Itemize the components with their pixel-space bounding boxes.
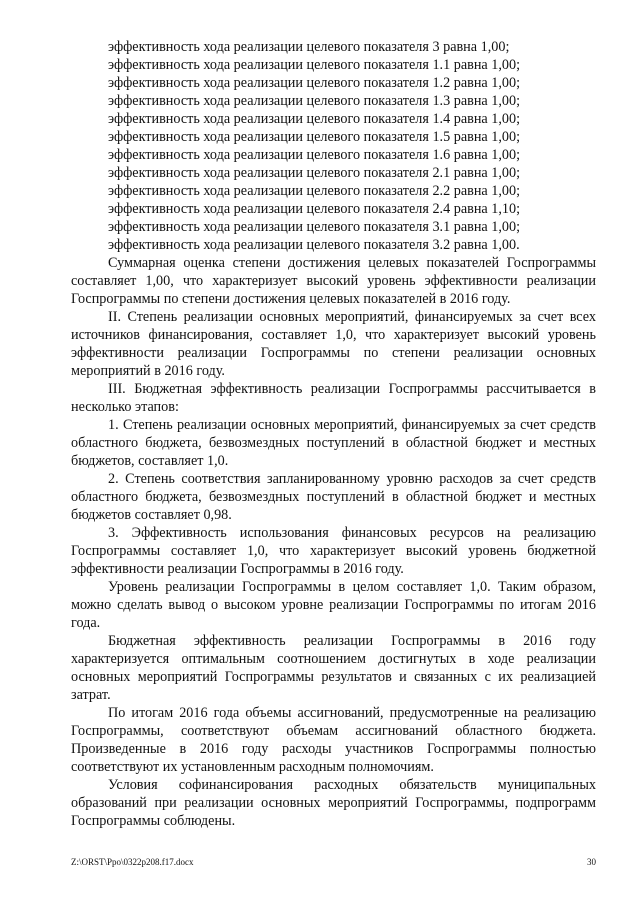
- document-body: [71, 38, 596, 830]
- list-item: эффективность хода реализации целевого показателя 2.2 равна 1,00;: [108, 183, 521, 199]
- paragraph-cofinancing: Условия софинансирования расходных обязательств муниципальных образований при реализации основных мероприятий Госпрограммы, подпрограмм Госпрограммы соблюдены.: [71, 777, 596, 829]
- list-item: эффективность хода реализации целевого показателя 3.1 равна 1,00;: [108, 219, 521, 235]
- list-item: эффективность хода реализации целевого показателя 1.4 равна 1,00;: [108, 111, 521, 127]
- page-number: 30: [587, 857, 596, 867]
- paragraph-step-2: 2. Степень соответствия запланированному уровню расходов за счет средств областного бюджета, безвозмездных поступлений в областной бюджет и местных бюджетов составляет 0,98.: [71, 471, 596, 523]
- efficiency-list: [71, 38, 596, 254]
- list-item: эффективность хода реализации целевого показателя 2.4 равна 1,10;: [108, 201, 521, 217]
- list-item: эффективность хода реализации целевого показателя 1.6 равна 1,00;: [108, 147, 521, 163]
- paragraph-overall-level: Уровень реализации Госпрограммы в целом составляет 1,0. Таким образом, можно сделать вывод о высоком уровне реализации Госпрограммы по итогам 2016 года.: [71, 579, 596, 631]
- paragraph-allocations: По итогам 2016 года объемы ассигнований, предусмотренные на реализацию Госпрограммы, соответствуют объемам ассигнований областного бюджета. Произведенные в 2016 году расходы участников Госпрограммы полностью соответствуют их установленным расходным полномочиям.: [71, 705, 596, 775]
- footer-file-path: Z:\ORST\Ppo\0322p208.f17.docx: [71, 857, 194, 867]
- page-footer: [71, 856, 596, 868]
- list-item: эффективность хода реализации целевого показателя 1.5 равна 1,00;: [108, 129, 521, 145]
- list-item: эффективность хода реализации целевого показателя 3 равна 1,00;: [108, 39, 510, 55]
- list-item: эффективность хода реализации целевого показателя 1.3 равна 1,00;: [108, 93, 521, 109]
- list-item: эффективность хода реализации целевого показателя 3.2 равна 1,00.: [108, 237, 520, 253]
- list-item: эффективность хода реализации целевого показателя 1.1 равна 1,00;: [108, 57, 521, 73]
- paragraph-section-2: II. Степень реализации основных мероприятий, финансируемых за счет всех источников финансирования, составляет 1,0, что характеризует высокий уровень эффективности реализации Госпрограммы по степени реализации основных мероприятий в 2016 году.: [71, 309, 596, 379]
- list-item: эффективность хода реализации целевого показателя 1.2 равна 1,00;: [108, 75, 521, 91]
- paragraph-step-1: 1. Степень реализации основных мероприятий, финансируемых за счет средств областного бюджета, безвозмездных поступлений в областной бюджет и местных бюджетов, составляет 1,0.: [71, 417, 596, 469]
- paragraph-budget-efficiency: Бюджетная эффективность реализации Госпрограммы в 2016 году характеризуется оптимальным соотношением достигнутых в ходе реализации основных мероприятий Госпрограммы результатов и связанных с их реализацией затрат.: [71, 633, 596, 703]
- paragraph-step-3: 3. Эффективность использования финансовых ресурсов на реализацию Госпрограммы составляет 1,0, что характеризует высокий уровень бюджетной эффективности реализации Госпрограммы в 2016 году.: [71, 525, 596, 577]
- list-item: эффективность хода реализации целевого показателя 2.1 равна 1,00;: [108, 165, 521, 181]
- paragraph-summary: Суммарная оценка степени достижения целевых показателей Госпрограммы составляет 1,00, что характеризует высокий уровень эффективности реализации Госпрограммы по степени достижения целевых показателей в 2016 году.: [71, 255, 596, 307]
- paragraph-section-3: III. Бюджетная эффективность реализации Госпрограммы рассчитывается в несколько этапов:: [71, 381, 596, 415]
